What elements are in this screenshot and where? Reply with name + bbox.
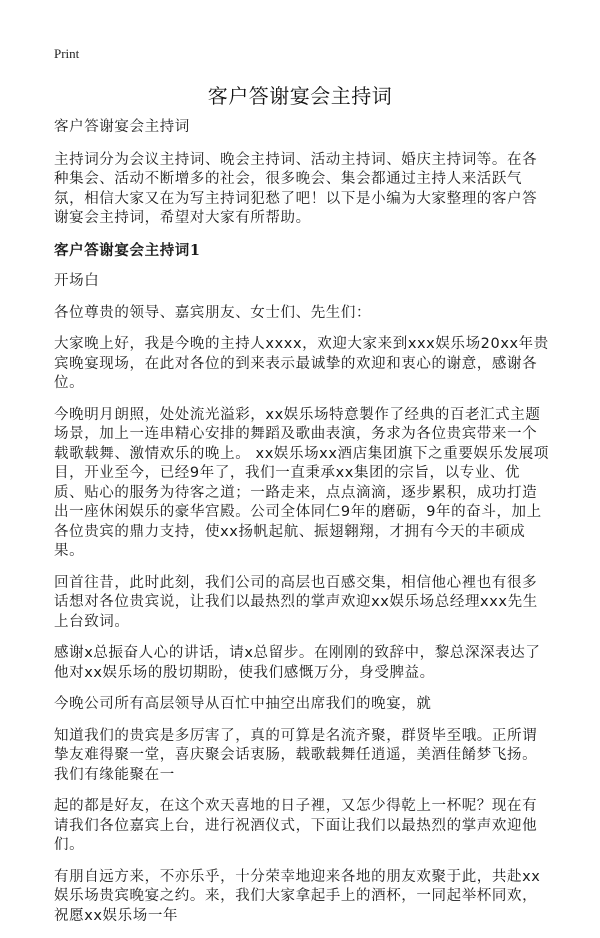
page-title: 客户答谢宴会主持词 [207,84,393,108]
section-heading: 客户答谢宴会主持词1 [54,241,201,259]
paragraph-gm-invite: 回首往昔，此时此刻，我们公司的高层也百感交集，相信他心裡也有很多话想对各位贵宾说，让我们以最热烈的掌声欢迎xx娱乐场总经理xxx先生上台致词。 [54,574,538,630]
print-label: Print [54,46,80,61]
paragraph-greeting: 各位尊贵的领导、嘉宾朋友、女士们、先生们： [54,304,372,321]
document-body [54,118,550,938]
paragraph-thanks: 感谢x总振奋人心的讲话，请x总留步。在刚刚的致辞中，黎总深深表达了他对xx娱乐场的殷切期盼，使我们感慨万分，身受脾益。 [54,645,541,681]
intro-paragraph: 主持词分为会议主持词、晚会主持词、活动主持词、婚庆主持词等。在各种集会、活动不断增多的社会，很多晚会、集会都通过主持人来活跃气氛，相信大家又在为写主持词犯愁了吧！以下是小编为大家整理的客户答谢宴会主持词，希望对大家有所帮助。 [54,151,538,226]
paragraph-welcome: 大家晚上好，我是今晚的主持人xxxx，欢迎大家来到xxx娱乐场20xx年贵宾晚宴现场，在此对各位的到来表示最诚挚的欢迎和衷心的谢意，感谢各位。 [54,336,549,391]
doc-subtitle: 客户答谢宴会主持词 [54,119,190,135]
paragraph-opening-label: 开场白 [54,273,100,289]
paragraph-guests: 知道我们的贵宾是多厉害了，真的可算是名流齐聚，群贤毕至哦。正所谓挚友难得聚一堂，喜庆聚会话衷肠，载歌载舞任逍遥，美酒佳餚梦飞扬。我们有缘能聚在一 [54,727,538,783]
paragraph-leaders: 今晚公司所有高层领导从百忙中抽空出席我们的晚宴，就 [54,696,432,712]
paragraph-venue-intro: 今晚明月朗照，处处流光溢彩，xx娱乐场特意製作了经典的百老汇式主题场景，加上一连串精心安排的舞蹈及歌曲表演，务求为各位贵宾带来一个载歌载舞、激情欢乐的晚上。 xx娱乐场xx酒店集团旗下之重要娱乐发展项目，开业至今，已经9年了，我们一直秉承xx集团的宗旨，以专业、优质、贴心的服务为待客之道；一路走来，点点滴滴，逐步累积，成功打造出一座休闲娱乐的豪华宫殿。公司全体同仁9年的磨砺，9年的奋斗，加上各位贵宾的鼎力支持，使xx扬帆起航、振翅翱翔，才拥有今天的丰硕成果。 [54,406,549,559]
paragraph-toast: 起的都是好友，在这个欢天喜地的日子裡，又怎少得乾上一杯呢？现在有请我们各位嘉宾上台，进行祝酒仪式，下面让我们以最热烈的掌声欢迎他们。 [54,798,538,853]
paragraph-friends: 有朋自远方来，不亦乐乎，十分荣幸地迎来各地的朋友欢聚于此，共赴xx娱乐场贵宾晚宴之约。来，我们大家拿起手上的酒杯，一同起举杯同欢，祝愿xx娱乐场一年 [54,868,541,924]
